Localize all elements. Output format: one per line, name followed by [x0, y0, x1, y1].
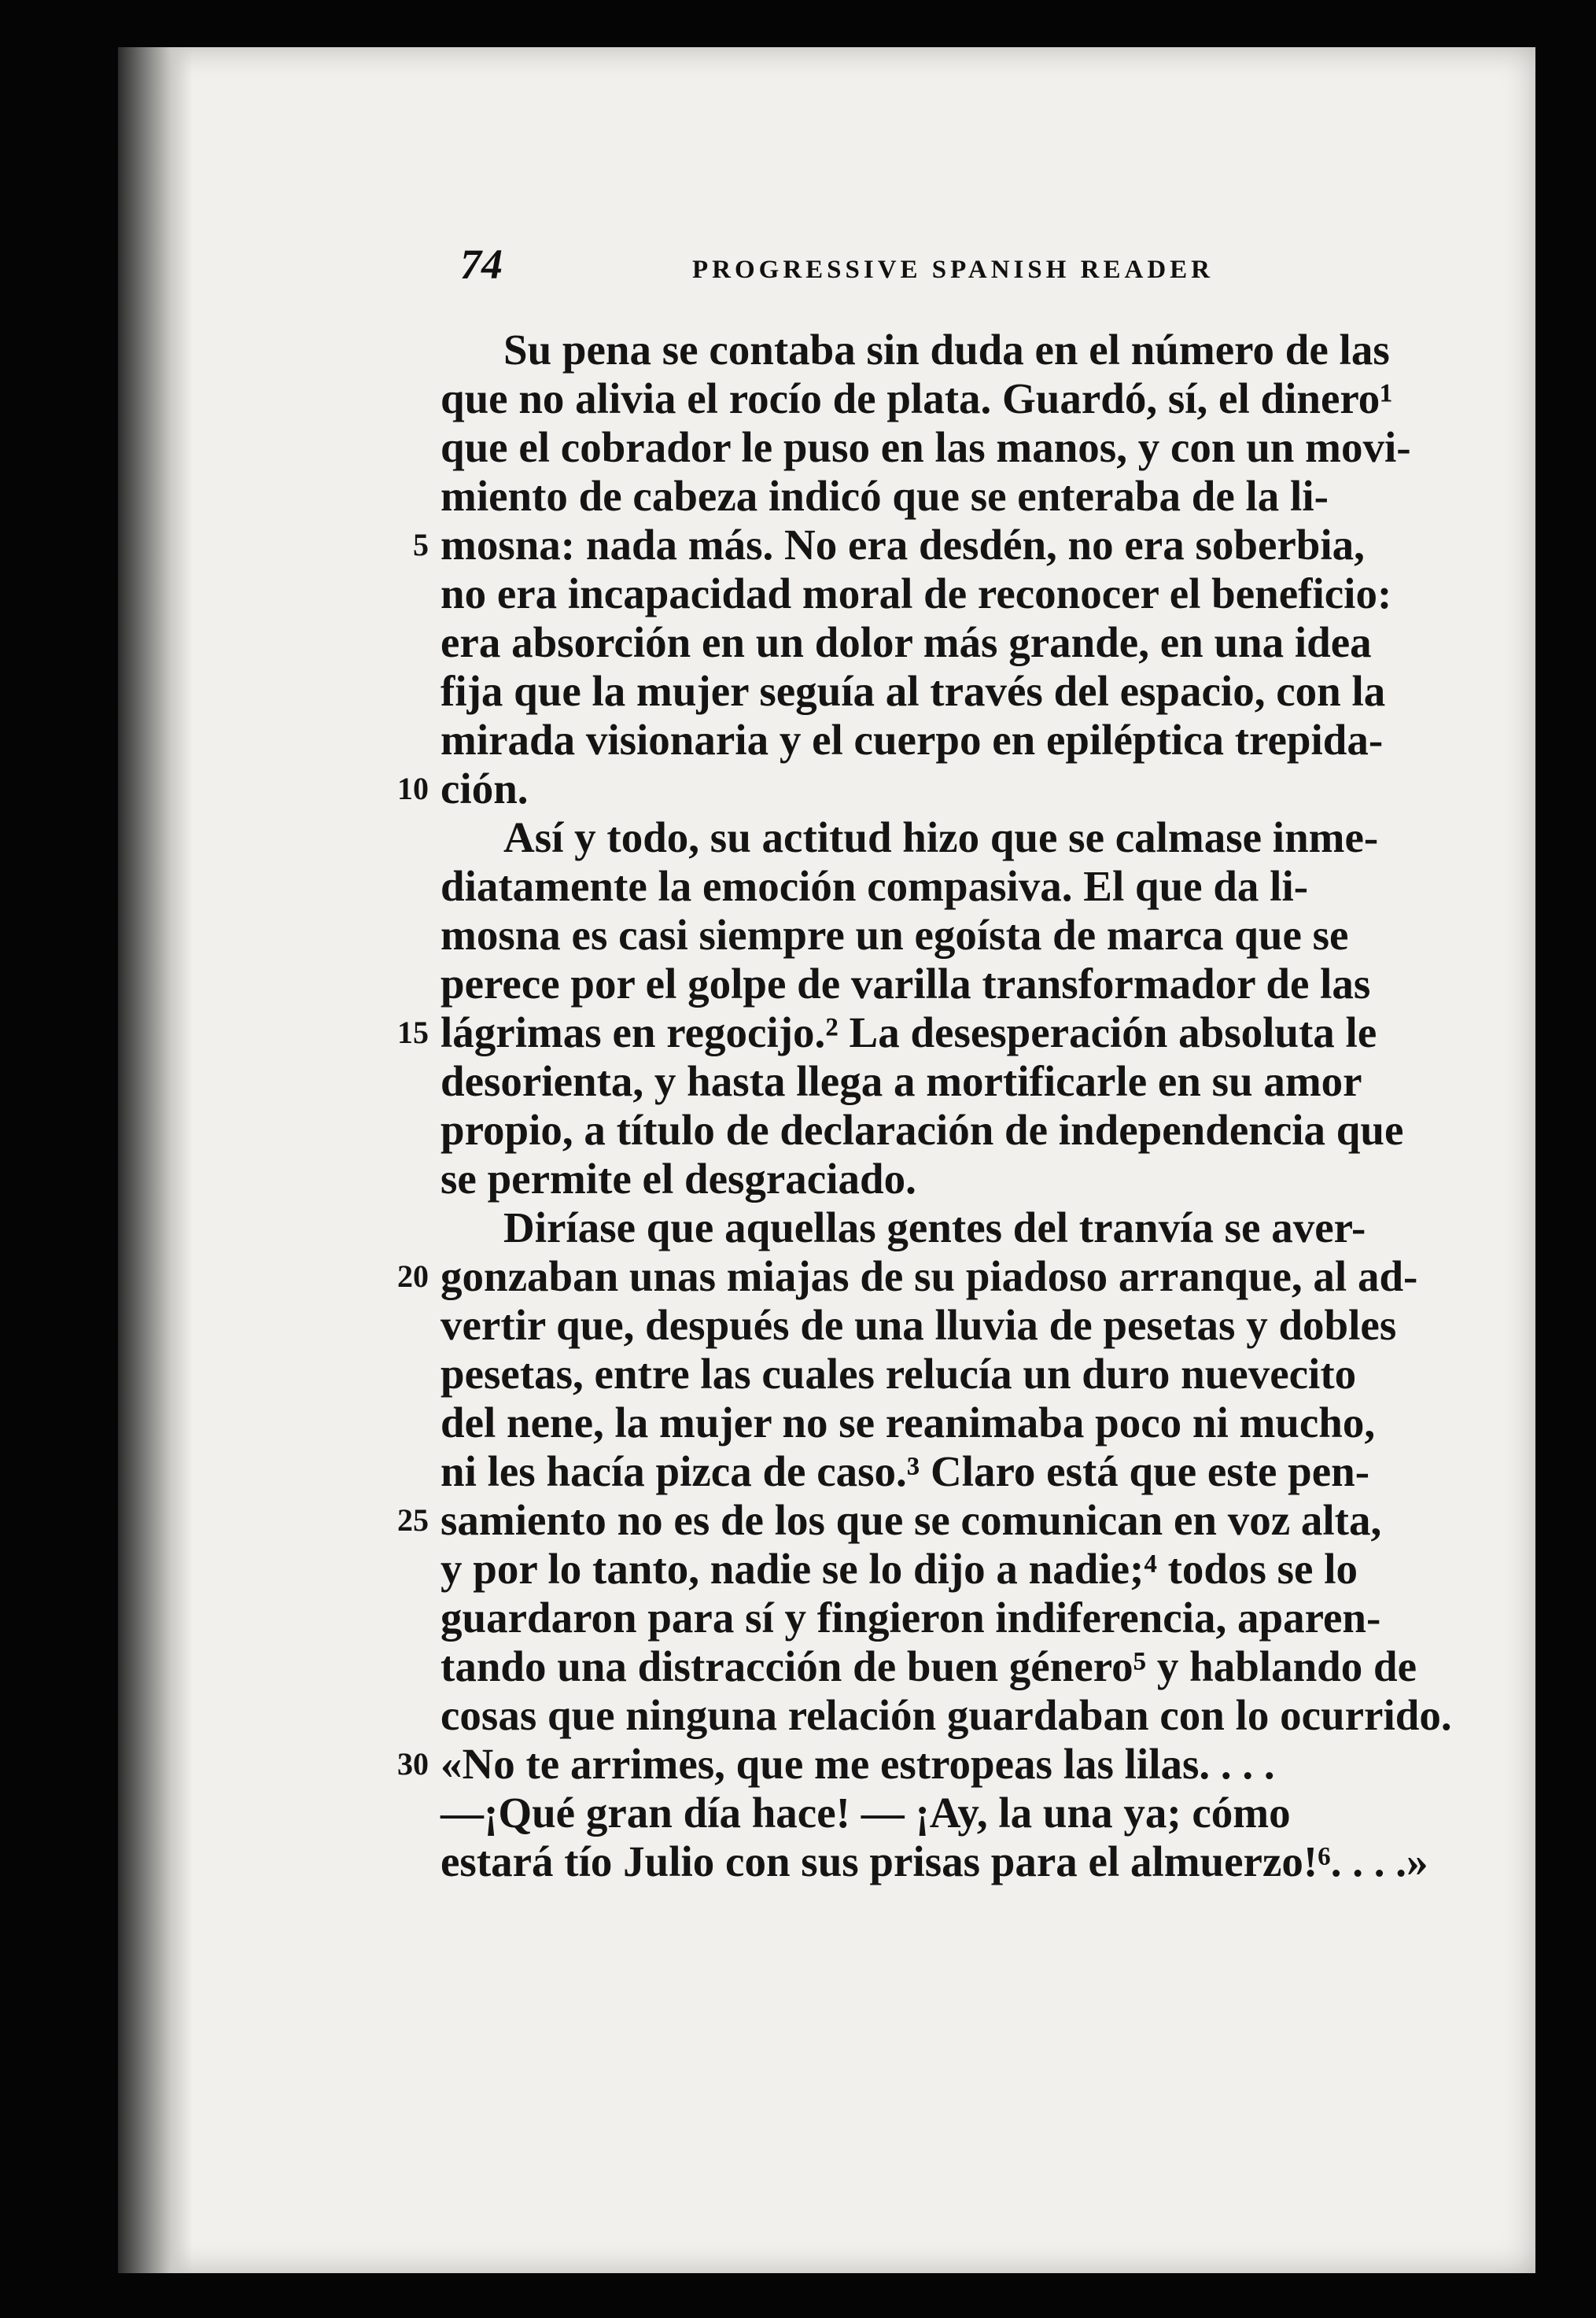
text-line-15: lágrimas en regocijo.² La desesperación absoluta le: [440, 1008, 1377, 1056]
text-line-12: diatamente la emoción compasiva. El que da li-: [440, 862, 1309, 910]
text-line-16: desorienta, y hasta llega a mortificarle en su amor: [440, 1057, 1362, 1105]
text-line-26: y por lo tanto, nadie se lo dijo a nadie;⁴ todos se lo: [440, 1545, 1358, 1593]
text-line-11: Así y todo, su actitud hizo que se calmase inme-: [503, 813, 1379, 861]
text-line-19: Diríase que aquellas gentes del tranvía se aver-: [503, 1203, 1366, 1251]
text-line-2: que no alivia el rocío de plata. Guardó, sí, el dinero¹: [440, 374, 1393, 422]
text-line-20: gonzaban unas miajas de su piadoso arranque, al ad-: [440, 1252, 1418, 1300]
text-line-9: mirada visionaria y el cuerpo en epiléptica trepida-: [440, 716, 1384, 764]
line-number-15: 15: [397, 1015, 429, 1050]
running-head: PROGRESSIVE SPANISH READER: [692, 256, 1214, 284]
text-line-29: cosas que ninguna relación guardaban con lo ocurrido.: [440, 1691, 1452, 1739]
text-line-24: ni les hacía pizca de caso.³ Claro está que este pen-: [440, 1447, 1370, 1495]
line-number-5: 5: [413, 527, 429, 562]
text-line-23: del nene, la mujer no se reanimaba poco ni mucho,: [440, 1399, 1376, 1446]
line-number-20: 20: [397, 1259, 429, 1294]
text-line-18: se permite el desgraciado.: [440, 1155, 916, 1203]
text-line-31: —¡Qué gran día hace! — ¡Ay, la una ya; cómo: [440, 1789, 1291, 1837]
text-line-17: propio, a título de declaración de independencia que: [440, 1106, 1404, 1154]
line-number-30: 30: [397, 1746, 429, 1782]
text-line-5: mosna: nada más. No era desdén, no era soberbia,: [440, 521, 1365, 569]
line-number-25: 25: [397, 1502, 429, 1538]
text-line-8: fija que la mujer seguía al través del espacio, con la: [440, 667, 1386, 715]
text-line-21: vertir que, después de una lluvia de pesetas y dobles: [440, 1301, 1397, 1349]
page-binding-shadow: [118, 47, 193, 2273]
page-header: [460, 240, 1247, 303]
text-line-22: pesetas, entre las cuales relucía un duro nuevecito: [440, 1350, 1357, 1398]
text-line-27: guardaron para sí y fingieron indiferencia, aparen-: [440, 1594, 1381, 1642]
text-line-6: no era incapacidad moral de reconocer el beneficio:: [440, 569, 1392, 617]
line-number-10: 10: [397, 771, 429, 806]
text-line-10: ción.: [440, 765, 529, 813]
text-line-3: que el cobrador le puso en las manos, y con un movi-: [440, 423, 1411, 471]
text-line-32: estará tío Julio con sus prisas para el almuerzo!⁶. . . .»: [440, 1837, 1428, 1885]
text-line-13: mosna es casi siempre un egoísta de marca que se: [440, 911, 1349, 959]
text-line-14: perece por el golpe de varilla transformador de las: [440, 960, 1371, 1008]
text-line-7: era absorción en un dolor más grande, en una idea: [440, 618, 1372, 666]
text-line-4: miento de cabeza indicó que se enteraba de la li-: [440, 472, 1329, 520]
text-line-25: samiento no es de los que se comunican en voz alta,: [440, 1496, 1382, 1544]
text-line-28: tando una distracción de buen género⁵ y hablando de: [440, 1642, 1417, 1690]
text-line-1: Su pena se contaba sin duda en el número de las: [503, 326, 1390, 374]
text-line-30: «No te arrimes, que me estropeas las lilas. . . .: [440, 1740, 1275, 1788]
page-number: 74: [460, 241, 503, 288]
